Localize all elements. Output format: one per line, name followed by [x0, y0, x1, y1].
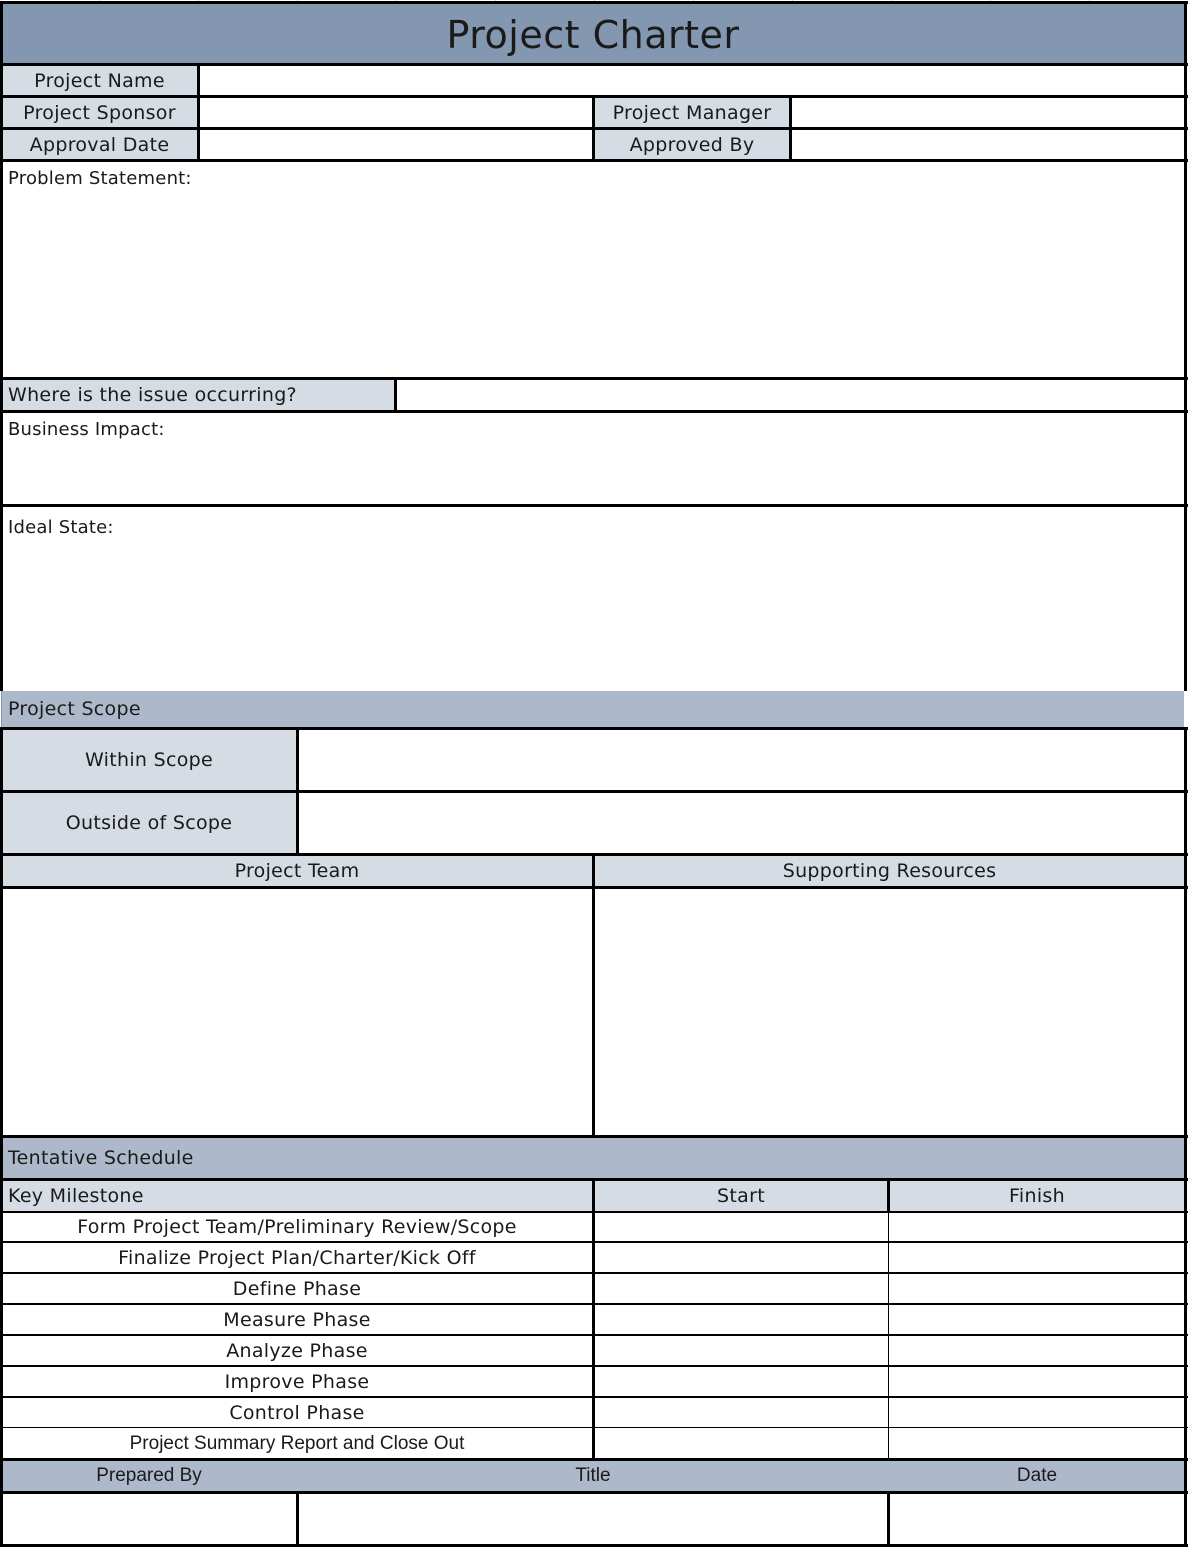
- divider: [0, 727, 1188, 730]
- prepared-by-field[interactable]: [2, 1494, 296, 1544]
- project-scope-header: Project Scope: [1, 691, 1184, 727]
- tentative-schedule-header: Tentative Schedule: [2, 1138, 1184, 1178]
- finish-date-field[interactable]: [890, 1244, 1184, 1272]
- project-name-field[interactable]: [200, 66, 1184, 95]
- start-column-header: Start: [595, 1181, 887, 1211]
- divider: [0, 790, 1188, 793]
- supporting-resources-header: Supporting Resources: [595, 856, 1184, 886]
- signoff-date-field[interactable]: [890, 1494, 1184, 1544]
- approved-by-label: Approved By: [595, 130, 789, 159]
- divider: [394, 377, 397, 413]
- start-date-field[interactable]: [595, 1368, 888, 1396]
- prepared-by-header: Prepared By: [96, 1465, 202, 1486]
- border-top: [0, 1, 1188, 4]
- divider: [789, 95, 792, 162]
- milestone-cell: Analyze Phase: [226, 1340, 368, 1362]
- milestone-cell: Project Summary Report and Close Out: [129, 1433, 465, 1454]
- finish-column-header: Finish: [890, 1181, 1184, 1211]
- approval-date-label: Approval Date: [2, 130, 197, 159]
- divider: [0, 377, 1188, 380]
- problem-statement-field[interactable]: [2, 162, 1184, 377]
- milestone-cell: Improve Phase: [224, 1371, 370, 1393]
- divider: [0, 410, 1188, 413]
- start-date-field[interactable]: [595, 1337, 888, 1365]
- approval-date-field[interactable]: [200, 130, 592, 159]
- ideal-state-label: Ideal State:: [8, 517, 114, 538]
- divider: [592, 95, 595, 162]
- divider: [296, 1491, 299, 1547]
- start-date-field[interactable]: [595, 1306, 888, 1334]
- border-left: [0, 1, 3, 691]
- ideal-state-field[interactable]: [2, 507, 1184, 690]
- project-sponsor-label: Project Sponsor: [2, 98, 197, 127]
- title-header: Title: [575, 1465, 611, 1486]
- divider: [592, 1178, 595, 1461]
- start-date-field[interactable]: [595, 1430, 888, 1458]
- project-name-label: Project Name: [2, 66, 197, 95]
- milestone-cell: Finalize Project Plan/Charter/Kick Off: [118, 1247, 476, 1269]
- milestone-cell: Measure Phase: [223, 1309, 371, 1331]
- border-right: [1184, 1, 1187, 691]
- within-scope-label: Within Scope: [2, 730, 296, 790]
- divider: [0, 504, 1188, 507]
- start-date-field[interactable]: [595, 1275, 888, 1303]
- page-title: Project Charter: [446, 12, 740, 57]
- start-date-field[interactable]: [595, 1244, 888, 1272]
- divider: [197, 63, 200, 162]
- divider: [0, 1491, 1188, 1494]
- milestone-cell: Control Phase: [229, 1402, 365, 1424]
- project-team-header: Project Team: [2, 856, 592, 886]
- within-scope-field[interactable]: [299, 730, 1184, 790]
- outside-scope-field[interactable]: [299, 793, 1184, 853]
- issue-location-field[interactable]: [397, 380, 1184, 410]
- finish-date-field[interactable]: [890, 1430, 1184, 1458]
- supporting-resources-field[interactable]: [595, 889, 1184, 1135]
- issue-location-label: Where is the issue occurring?: [2, 380, 394, 410]
- title-bar: [2, 4, 1184, 63]
- project-manager-field[interactable]: [792, 98, 1184, 127]
- divider: [887, 1491, 890, 1547]
- problem-statement-label: Problem Statement:: [8, 168, 192, 189]
- finish-date-field[interactable]: [890, 1213, 1184, 1241]
- divider: [887, 1178, 890, 1211]
- date-header: Date: [1016, 1465, 1058, 1486]
- key-milestone-column-header: Key Milestone: [2, 1181, 592, 1211]
- finish-date-field[interactable]: [890, 1399, 1184, 1427]
- finish-date-field[interactable]: [890, 1368, 1184, 1396]
- business-impact-label: Business Impact:: [8, 419, 165, 440]
- finish-date-field[interactable]: [890, 1337, 1184, 1365]
- approved-by-field[interactable]: [792, 130, 1184, 159]
- divider: [888, 1211, 889, 1461]
- signoff-title-field[interactable]: [299, 1494, 887, 1544]
- project-sponsor-field[interactable]: [200, 98, 592, 127]
- milestone-cell: Define Phase: [232, 1278, 362, 1300]
- project-manager-label: Project Manager: [595, 98, 789, 127]
- milestone-cell: Form Project Team/Preliminary Review/Scope: [77, 1216, 517, 1238]
- project-team-field[interactable]: [2, 889, 592, 1135]
- divider: [0, 63, 1188, 66]
- finish-date-field[interactable]: [890, 1275, 1184, 1303]
- divider: [296, 727, 299, 856]
- start-date-field[interactable]: [595, 1213, 888, 1241]
- start-date-field[interactable]: [595, 1399, 888, 1427]
- business-impact-field[interactable]: [2, 413, 1184, 504]
- divider: [592, 853, 595, 1138]
- border-bottom: [0, 1544, 1188, 1547]
- outside-scope-label: Outside of Scope: [2, 793, 296, 853]
- finish-date-field[interactable]: [890, 1306, 1184, 1334]
